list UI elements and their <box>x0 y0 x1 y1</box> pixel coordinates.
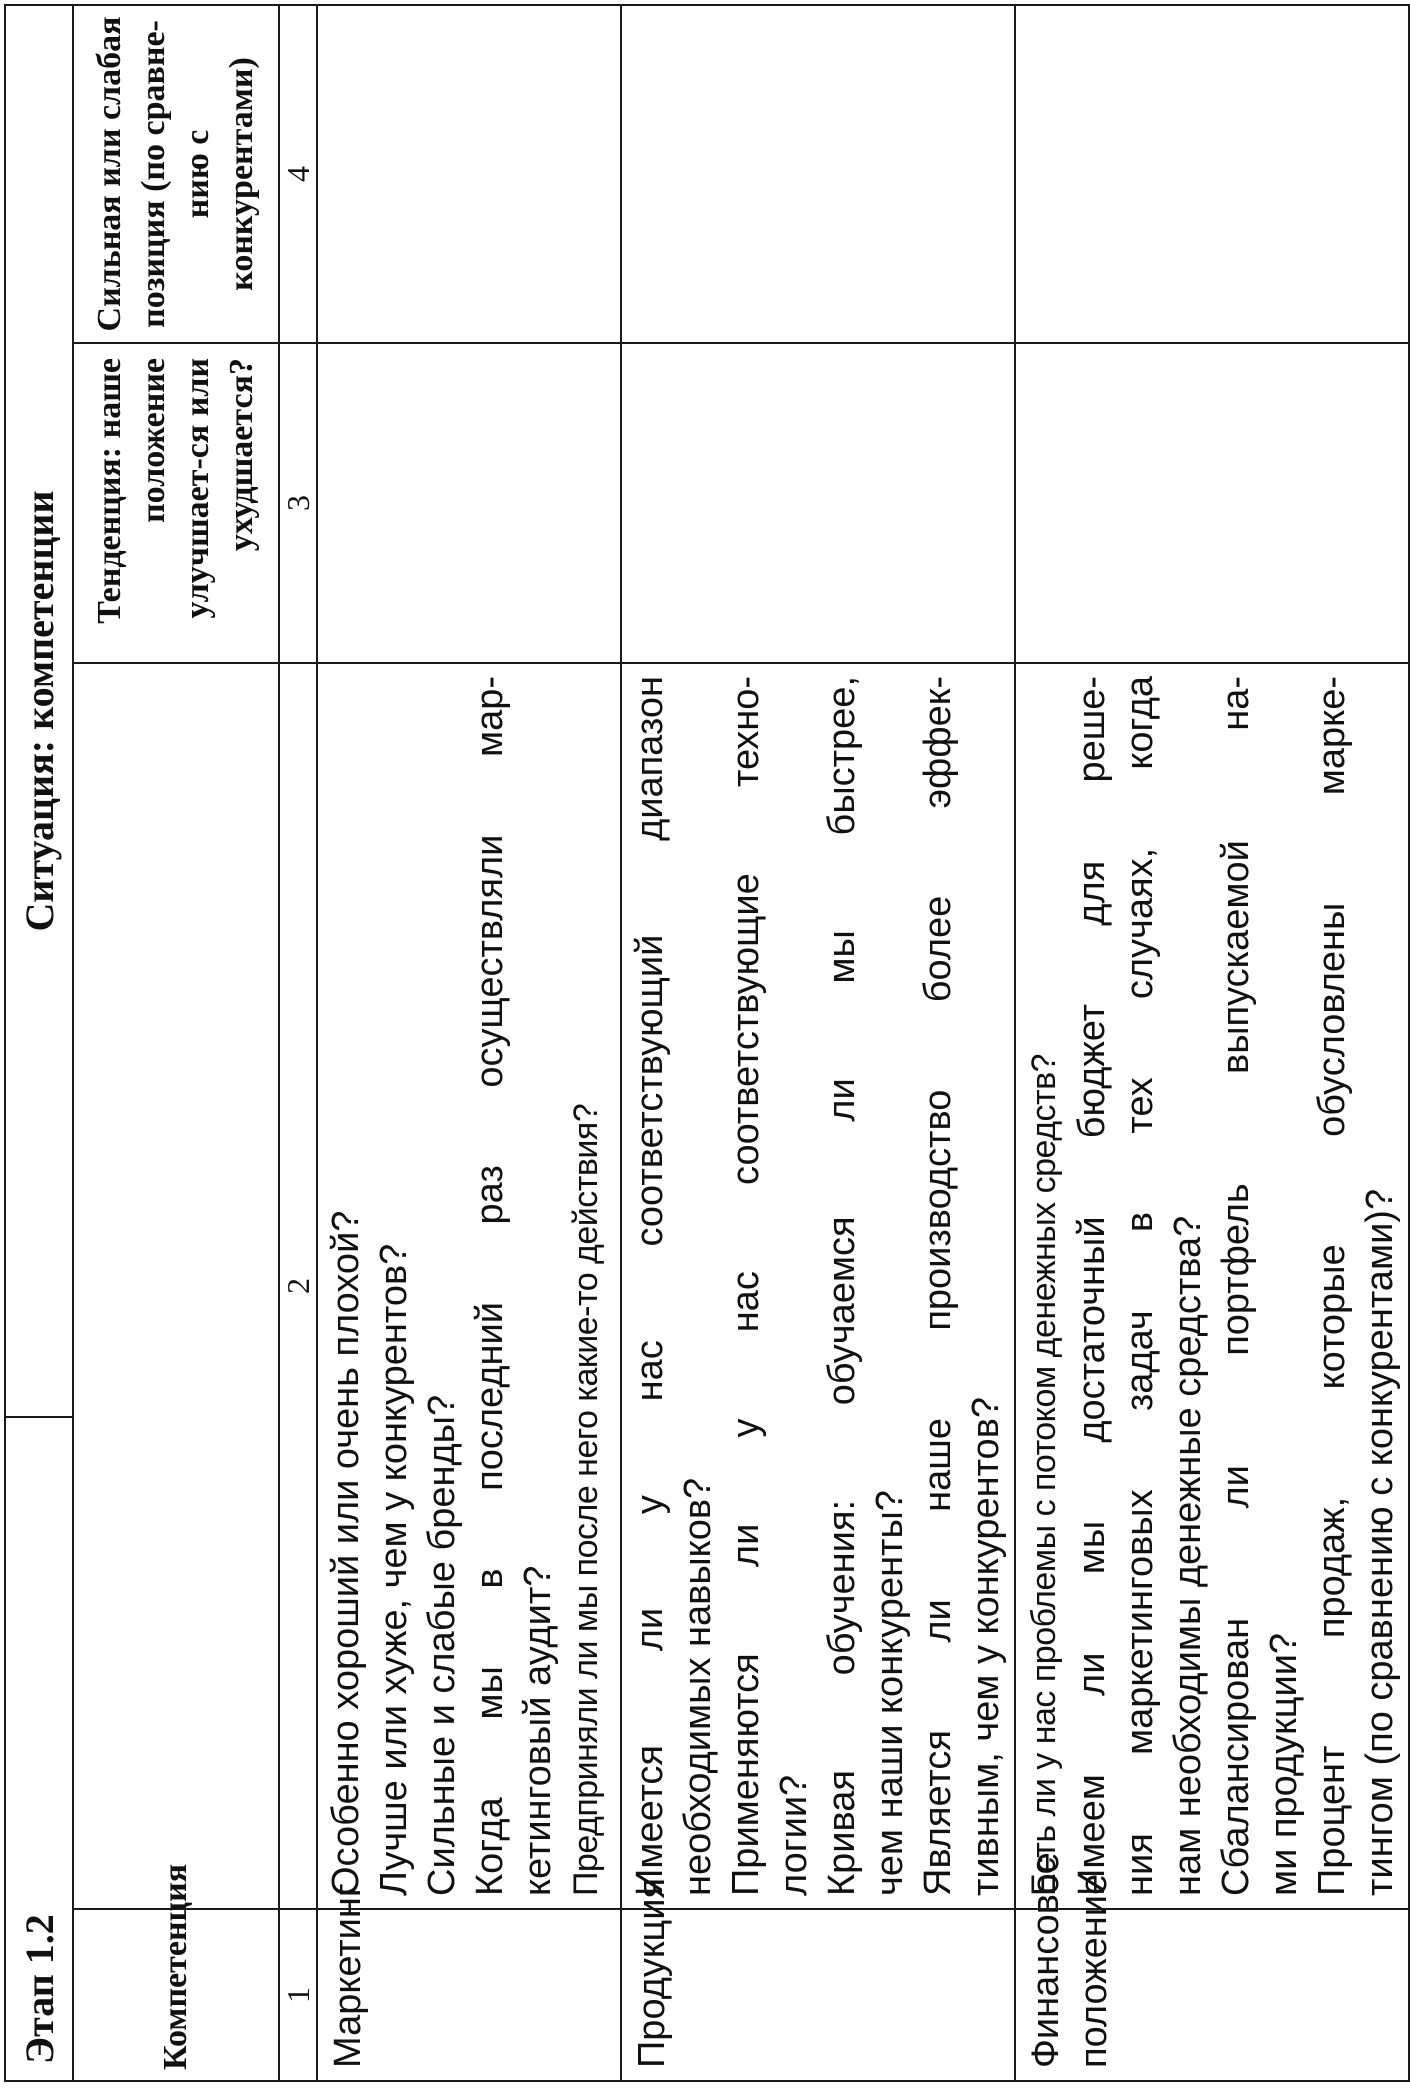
question-line: нам необходимы денежные средства? <box>1167 1215 1209 1896</box>
question-line: Кривая обучения: обучаемся ли мы быстрее, <box>821 675 863 1896</box>
column-number: 2 <box>279 663 317 1909</box>
table-row <box>1015 5 1409 2081</box>
question-line: Лучше или хуже, чем у конкурентов? <box>373 1243 415 1896</box>
questions-cell <box>1015 663 1409 1909</box>
column-number: 4 <box>279 5 317 343</box>
questions-cell <box>317 663 621 1909</box>
question-line: тивным, чем у конкурентов? <box>965 1396 1007 1896</box>
title-row <box>5 5 73 2081</box>
questions-cell <box>621 663 1015 1909</box>
column-header-trend: Тенденция: наше положение улучшает-ся или ухудшается? <box>73 343 279 663</box>
question-line: ми продукции? <box>1263 1632 1305 1896</box>
column-number-row <box>279 5 317 2081</box>
question-line: Процент продаж, которые обусловлены марке- <box>1311 675 1353 1896</box>
question-line: ния маркетинговых задач в тех случаях, когда <box>1119 675 1161 1896</box>
position-cell <box>1015 5 1409 343</box>
column-number: 3 <box>279 343 317 663</box>
question-line: тингом (по сравнению с конкурентами)? <box>1359 1188 1401 1896</box>
position-cell <box>317 5 621 343</box>
question-line: Сильные и слабые бренды? <box>421 1394 463 1896</box>
question-line: Имеется ли у нас соответствующий диапазон <box>629 675 671 1896</box>
question-line: логии? <box>773 1774 815 1896</box>
competence-cell: Финансовое положение <box>1015 1909 1409 2081</box>
column-header-position: Сильная или слабая позиция (по сравне-нию с конкурентами) <box>73 5 279 343</box>
question-line: Является ли наше производство более эффек- <box>917 675 959 1896</box>
table-title: Ситуация: компетенции <box>5 5 73 1417</box>
competence-table <box>4 4 1410 2082</box>
question-line: Применяются ли у нас соответствующие техно- <box>725 675 767 1896</box>
column-header-competence: Компетенция <box>73 1909 279 2081</box>
trend-cell <box>317 343 621 663</box>
question-line: Сбалансирован ли портфель выпускаемой на- <box>1215 675 1257 1896</box>
position-cell <box>621 5 1015 343</box>
header-row <box>73 5 279 2081</box>
table-row <box>317 5 621 2081</box>
competence-cell: Маркетинг <box>317 1909 621 2081</box>
competence-cell: Продукция <box>621 1909 1015 2081</box>
question-line: необходимых навыков? <box>677 1477 719 1896</box>
question-line: чем наши конкуренты? <box>869 1490 911 1896</box>
column-header-questions <box>73 663 279 1909</box>
table-row <box>621 5 1015 2081</box>
question-line: Имеем ли мы достаточный бюджет для реше- <box>1071 675 1113 1896</box>
stage-label: Этап 1.2 <box>5 1417 73 2081</box>
trend-cell <box>621 343 1015 663</box>
question-line: кетинговый аудит? <box>517 1565 559 1896</box>
question-line: Есть ли у нас проблемы с потоком денежных средств? <box>1025 1053 1063 1896</box>
question-line: Когда мы в последний раз осуществляли мар- <box>469 675 511 1896</box>
column-number: 1 <box>279 1909 317 2081</box>
question-line: Особенно хороший или очень плохой? <box>325 1210 367 1896</box>
question-line: Предприняли ли мы после него какие-то действия? <box>567 1103 605 1896</box>
trend-cell <box>1015 343 1409 663</box>
